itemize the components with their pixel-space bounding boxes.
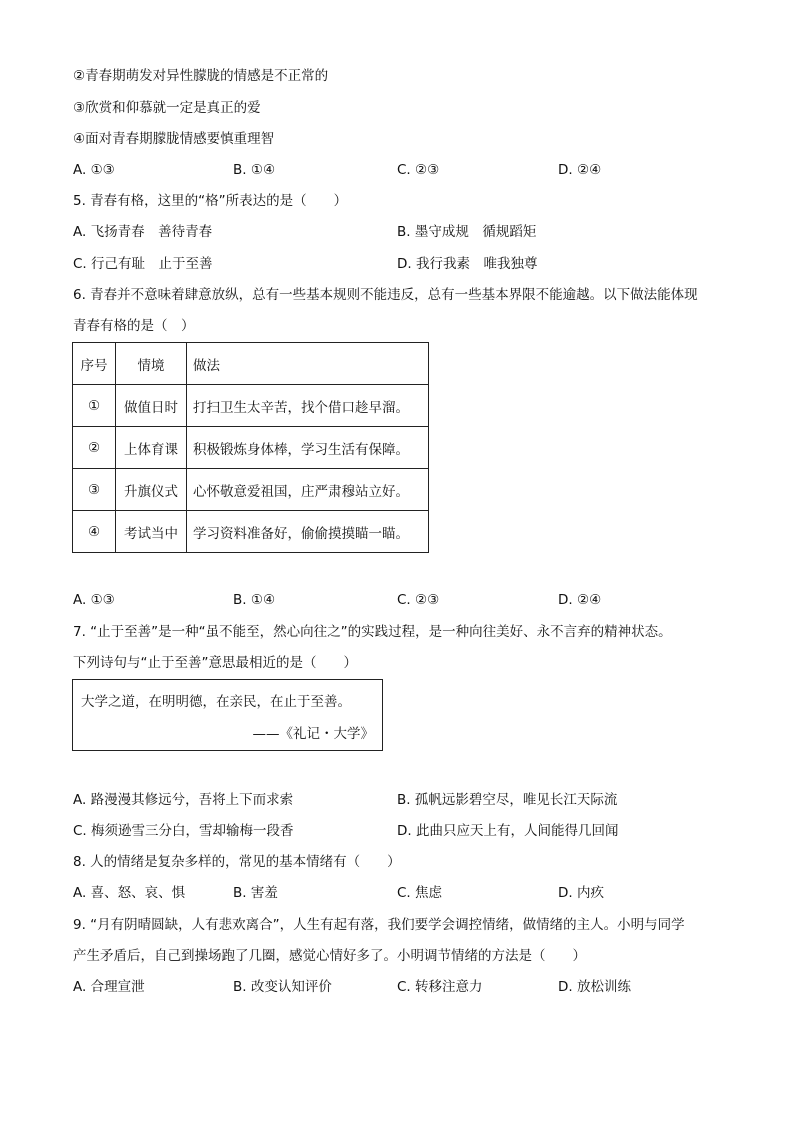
q6-stem-line2: 青春有格的是（ ） (73, 318, 195, 334)
statement-4: ④面对青春期朦胧情感要慎重理智 (73, 131, 275, 147)
q8-option-c[interactable]: C. 焦虑 (397, 885, 443, 901)
table-cell: ② (73, 427, 116, 469)
q7-option-d[interactable]: D. 此曲只应天上有，人间能得几回闻 (397, 823, 619, 839)
pre-option-a[interactable]: A. ①③ (73, 162, 115, 178)
q9-option-a[interactable]: A. 合理宣泄 (73, 979, 145, 995)
q5-stem: 5. 青春有格，这里的“格”所表达的是（ ） (73, 193, 348, 209)
q8-option-a[interactable]: A. 喜、怒、哀、惧 (73, 885, 186, 901)
pre-option-d[interactable]: D. ②④ (558, 162, 602, 178)
q7-option-b[interactable]: B. 孤帆远影碧空尽，唯见长江天际流 (397, 792, 618, 808)
pre-option-c[interactable]: C. ②③ (397, 162, 440, 178)
q7-stem-line1: 7. “止于至善”是一种“虽不能至，然心向往之”的实践过程，是一种向往美好、永不言弃的精神状态。 (73, 624, 672, 640)
table-row (73, 385, 429, 427)
q5-option-d[interactable]: D. 我行我素 唯我独尊 (397, 256, 538, 272)
q9-option-d[interactable]: D. 放松训练 (558, 979, 631, 995)
table-cell: 做值日时 (116, 385, 187, 427)
table-cell: 升旗仪式 (116, 469, 187, 511)
q6-option-d[interactable]: D. ②④ (558, 592, 602, 608)
table-cell: ④ (73, 511, 116, 553)
q8-option-b[interactable]: B. 害羞 (233, 885, 278, 901)
q9-stem-line1: 9. “月有阴晴圆缺，人有悲欢离合”，人生有起有落，我们要学会调控情绪，做情绪的主人。小明与同学 (73, 917, 685, 933)
table-cell: 打扫卫生太辛苦，找个借口趁早溜。 (187, 385, 429, 427)
q7-option-a[interactable]: A. 路漫漫其修远兮，吾将上下而求索 (73, 792, 294, 808)
quote-box (72, 679, 383, 751)
q9-stem-line2: 产生矛盾后，自己到操场跑了几圈，感觉心情好多了。小明调节情绪的方法是（ ） (73, 948, 586, 964)
table-row (73, 427, 429, 469)
table-cell: ① (73, 385, 116, 427)
q5-option-c[interactable]: C. 行己有耻 止于至善 (73, 256, 213, 272)
table-header-row (73, 343, 429, 385)
table-row (73, 469, 429, 511)
statement-2: ②青春期萌发对异性朦胧的情感是不正常的 (73, 68, 329, 84)
statement-3: ③欣赏和仰慕就一定是真正的爱 (73, 100, 261, 116)
q9-option-c[interactable]: C. 转移注意力 (397, 979, 483, 995)
q9-option-b[interactable]: B. 改变认知评价 (233, 979, 332, 995)
q8-option-d[interactable]: D. 内疚 (558, 885, 604, 901)
quote-source: ——《礼记・大学》 (252, 726, 374, 742)
table-cell: 学习资料准备好，偷偷摸摸瞄一瞄。 (187, 511, 429, 553)
q8-stem: 8. 人的情绪是复杂多样的，常见的基本情绪有（ ） (73, 854, 401, 870)
q7-option-c[interactable]: C. 梅须逊雪三分白，雪却输梅一段香 (73, 823, 294, 839)
situation-table (72, 342, 429, 553)
q6-option-a[interactable]: A. ①③ (73, 592, 115, 608)
table-row (73, 511, 429, 553)
header-cell: 情境 (116, 343, 187, 385)
table-cell: ③ (73, 469, 116, 511)
q6-option-c[interactable]: C. ②③ (397, 592, 440, 608)
table-cell: 上体育课 (116, 427, 187, 469)
table-cell: 心怀敬意爱祖国，庄严肃穆站立好。 (187, 469, 429, 511)
q7-stem-line2: 下列诗句与“止于至善”意思最相近的是（ ） (73, 655, 357, 671)
header-cell: 序号 (73, 343, 116, 385)
pre-option-b[interactable]: B. ①④ (233, 162, 276, 178)
table-cell: 考试当中 (116, 511, 187, 553)
q5-option-a[interactable]: A. 飞扬青春 善待青春 (73, 224, 213, 240)
q5-option-b[interactable]: B. 墨守成规 循规蹈矩 (397, 224, 537, 240)
table-cell: 积极锻炼身体棒，学习生活有保障。 (187, 427, 429, 469)
quote-text: 大学之道，在明明德，在亲民，在止于至善。 (81, 694, 351, 710)
q6-option-b[interactable]: B. ①④ (233, 592, 276, 608)
q6-stem-line1: 6. 青春并不意味着肆意放纵，总有一些基本规则不能违反，总有一些基本界限不能逾越。以下做法能体现 (73, 287, 698, 303)
header-cell: 做法 (187, 343, 429, 385)
